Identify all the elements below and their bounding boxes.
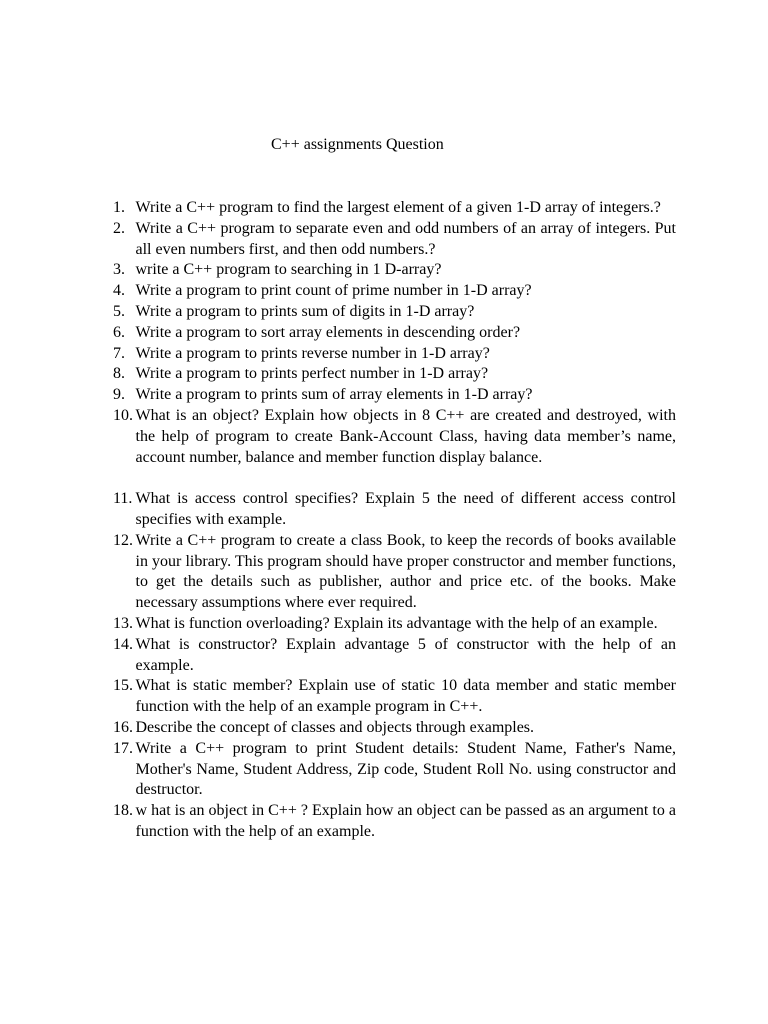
question-number: 17.: [113, 739, 133, 757]
question-item: [113, 364, 676, 385]
question-number: 6.: [113, 323, 125, 341]
question-item: [113, 739, 676, 801]
question-text: w hat is an object in C++ ? Explain how an object can be passed as an argument to a function with the help of an example.: [135, 802, 676, 840]
question-text: Write a program to prints sum of digits in 1-D array?: [135, 302, 475, 320]
question-text: Write a C++ program to separate even and odd numbers of an array of integers. Put all even numbers first, and then odd numbers.?: [135, 219, 676, 258]
question-number: 12.: [113, 531, 133, 549]
question-number: 7.: [113, 344, 125, 362]
question-number: 13.: [113, 614, 133, 632]
question-item: [113, 281, 676, 302]
question-item: [113, 406, 676, 468]
question-item: [113, 198, 676, 219]
question-text: What is an object? Explain how objects in 8 C++ are created and destroyed, with the help of program to create Bank-Account Class, having data member’s name, account number, balance and member function display balance.: [135, 406, 676, 466]
question-text: write a C++ program to searching in 1 D-array?: [135, 261, 442, 279]
question-text: Write a C++ program to find the largest element of a given 1-D array of integers.?: [135, 199, 661, 216]
question-text: Write a C++ program to print Student details: Student Name, Father's Name, Mother's Name, Student Address, Zip code, Student Roll No. using constructor and destructor.: [135, 739, 676, 799]
question-item: [113, 344, 676, 365]
question-item: [113, 260, 676, 281]
question-text: What is function overloading? Explain its advantage with the help of an example.: [135, 614, 658, 632]
question-number: 11.: [113, 490, 133, 508]
question-text: Write a program to print count of prime number in 1-D array?: [135, 282, 532, 300]
question-text: Describe the concept of classes and objects through examples.: [135, 718, 535, 736]
question-item: [113, 489, 676, 531]
question-list: [113, 198, 676, 843]
document-title: C++ assignments Question: [271, 136, 444, 153]
question-number: 3.: [113, 261, 125, 279]
question-number: 18.: [113, 802, 133, 820]
question-text: Write a program to prints reverse number in 1-D array?: [135, 344, 490, 362]
question-text: Write a program to prints perfect number in 1-D array?: [135, 365, 489, 383]
question-item: [113, 385, 676, 406]
question-item: [113, 531, 676, 614]
question-item: [113, 718, 676, 739]
question-number: 9.: [113, 386, 125, 404]
question-number: 4.: [113, 282, 125, 300]
question-item: [113, 635, 676, 677]
question-text: Write a program to sort array elements in descending order?: [135, 323, 521, 341]
question-number: 8.: [113, 365, 125, 383]
question-item: [113, 302, 676, 323]
question-item: [113, 219, 676, 261]
question-text: What is constructor? Explain advantage 5 of constructor with the help of an example.: [135, 635, 676, 674]
question-item: [113, 614, 676, 635]
question-number: 15.: [113, 677, 133, 695]
question-number: 14.: [113, 635, 133, 653]
question-number: 16.: [113, 718, 133, 736]
question-number: 2.: [113, 219, 125, 237]
question-number: 1.: [113, 199, 125, 216]
question-text: What is static member? Explain use of static 10 data member and static member function with the help of an example program in C++.: [135, 677, 676, 716]
question-number: 5.: [113, 302, 125, 320]
question-text: Write a program to prints sum of array elements in 1-D array?: [135, 386, 533, 404]
question-item: [113, 323, 676, 344]
question-item: [113, 676, 676, 718]
question-text: Write a C++ program to create a class Book, to keep the records of books available in your library. This program should have proper constructor and member functions, to get the details such as publisher, author and price etc. of the books. Make necessary assumptions where ever required.: [135, 531, 676, 612]
question-item: [113, 801, 676, 843]
question-number: 10.: [113, 406, 133, 424]
question-text: What is access control specifies? Explain 5 the need of different access control specifies with example.: [135, 490, 676, 528]
